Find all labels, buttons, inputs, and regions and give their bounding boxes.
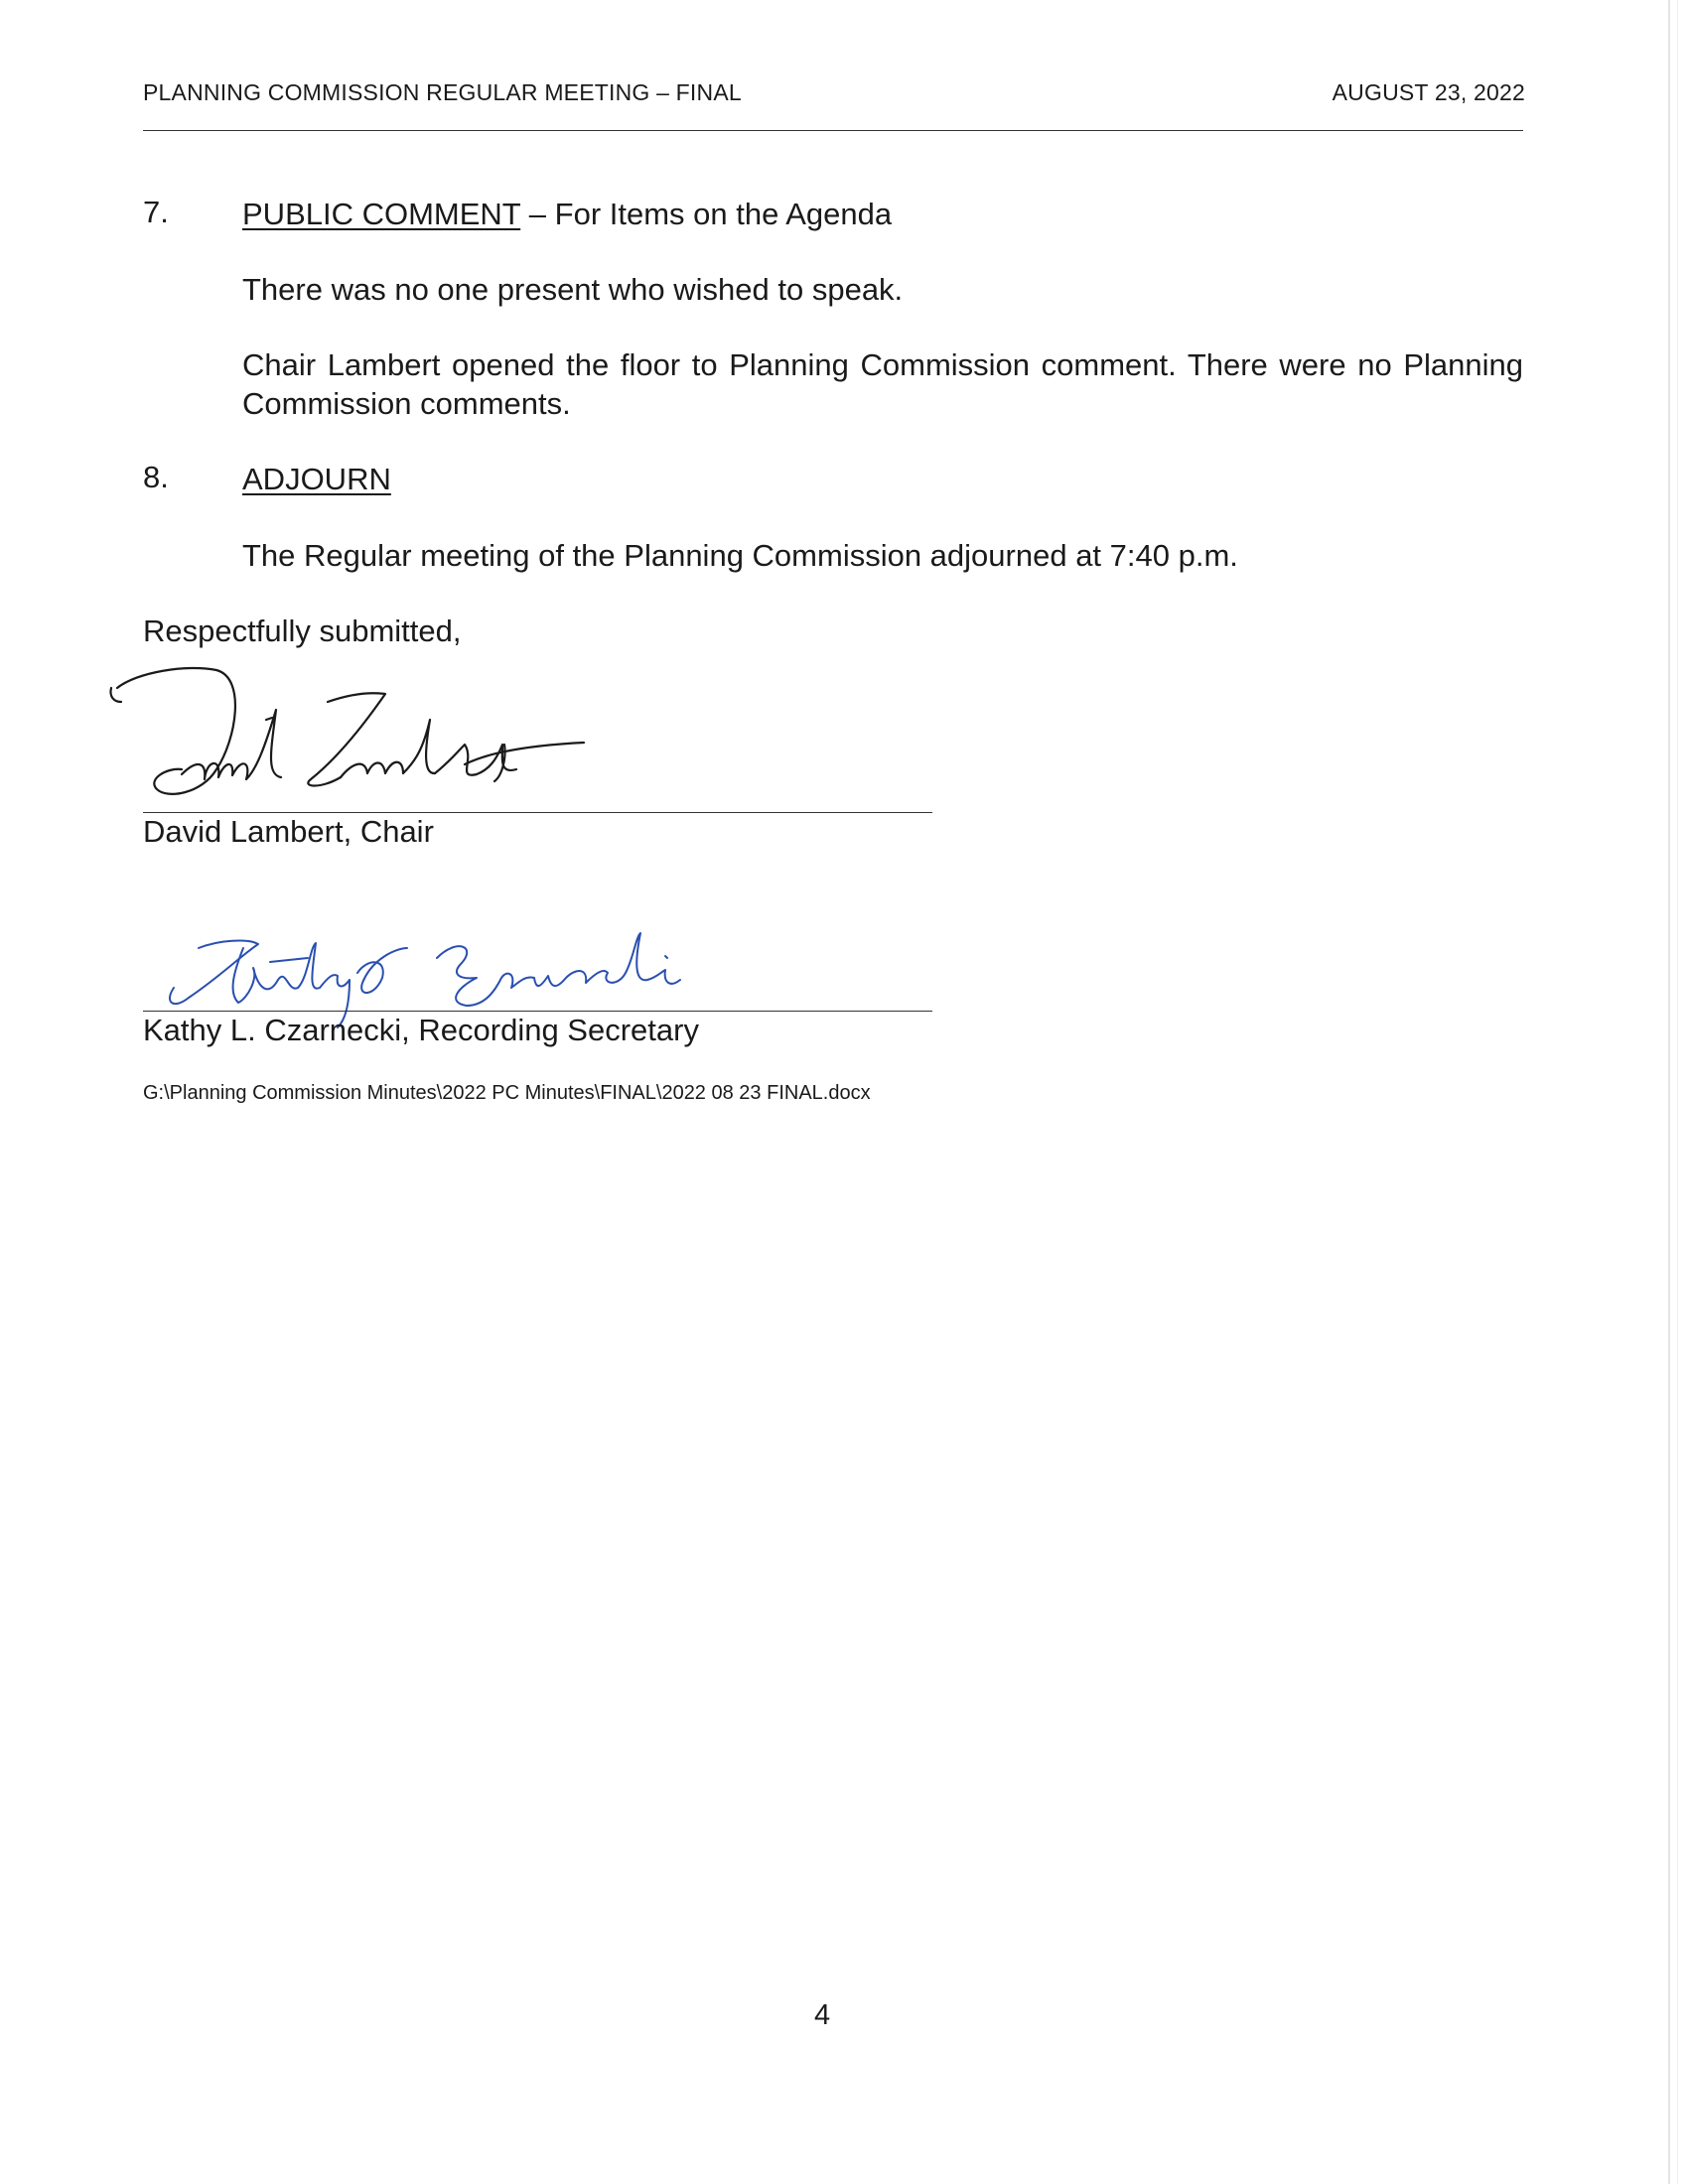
scan-edge [1668, 0, 1670, 2184]
header-title: PLANNING COMMISSION REGULAR MEETING – FINAL [143, 79, 742, 105]
item-7-paragraph-2: Chair Lambert opened the floor to Planning Commission comment. There were no Planning Commission comments. [242, 347, 1523, 421]
page-number: 4 [814, 1999, 831, 2031]
secretary-name: Kathy L. Czarnecki, Recording Secretary [143, 1013, 699, 1047]
item-7-title: PUBLIC COMMENT [242, 197, 521, 231]
item-7-paragraph-1: There was no one present who wished to speak. [242, 272, 904, 307]
file-path: G:\Planning Commission Minutes\2022 PC Minutes\FINAL\2022 08 23 FINAL.docx [143, 1082, 871, 1104]
item-8-title: ADJOURN [242, 462, 391, 496]
item-7-number: 7. [143, 195, 169, 229]
chair-signature-strokes [110, 668, 584, 794]
closing-text: Respectfully submitted, [143, 614, 462, 648]
header-rule [143, 130, 1523, 131]
chair-name: David Lambert, Chair [143, 814, 434, 849]
item-8-number: 8. [143, 460, 169, 494]
chair-signature [107, 650, 663, 819]
scan-edge-faint [1677, 0, 1678, 2184]
header-date: AUGUST 23, 2022 [1332, 79, 1525, 105]
item-8-heading [242, 460, 391, 498]
item-7-heading [242, 195, 892, 233]
item-7-title-suffix: – For Items on the Agenda [520, 197, 893, 231]
item-8-paragraph-1: The Regular meeting of the Planning Commission adjourned at 7:40 p.m. [242, 538, 1238, 573]
